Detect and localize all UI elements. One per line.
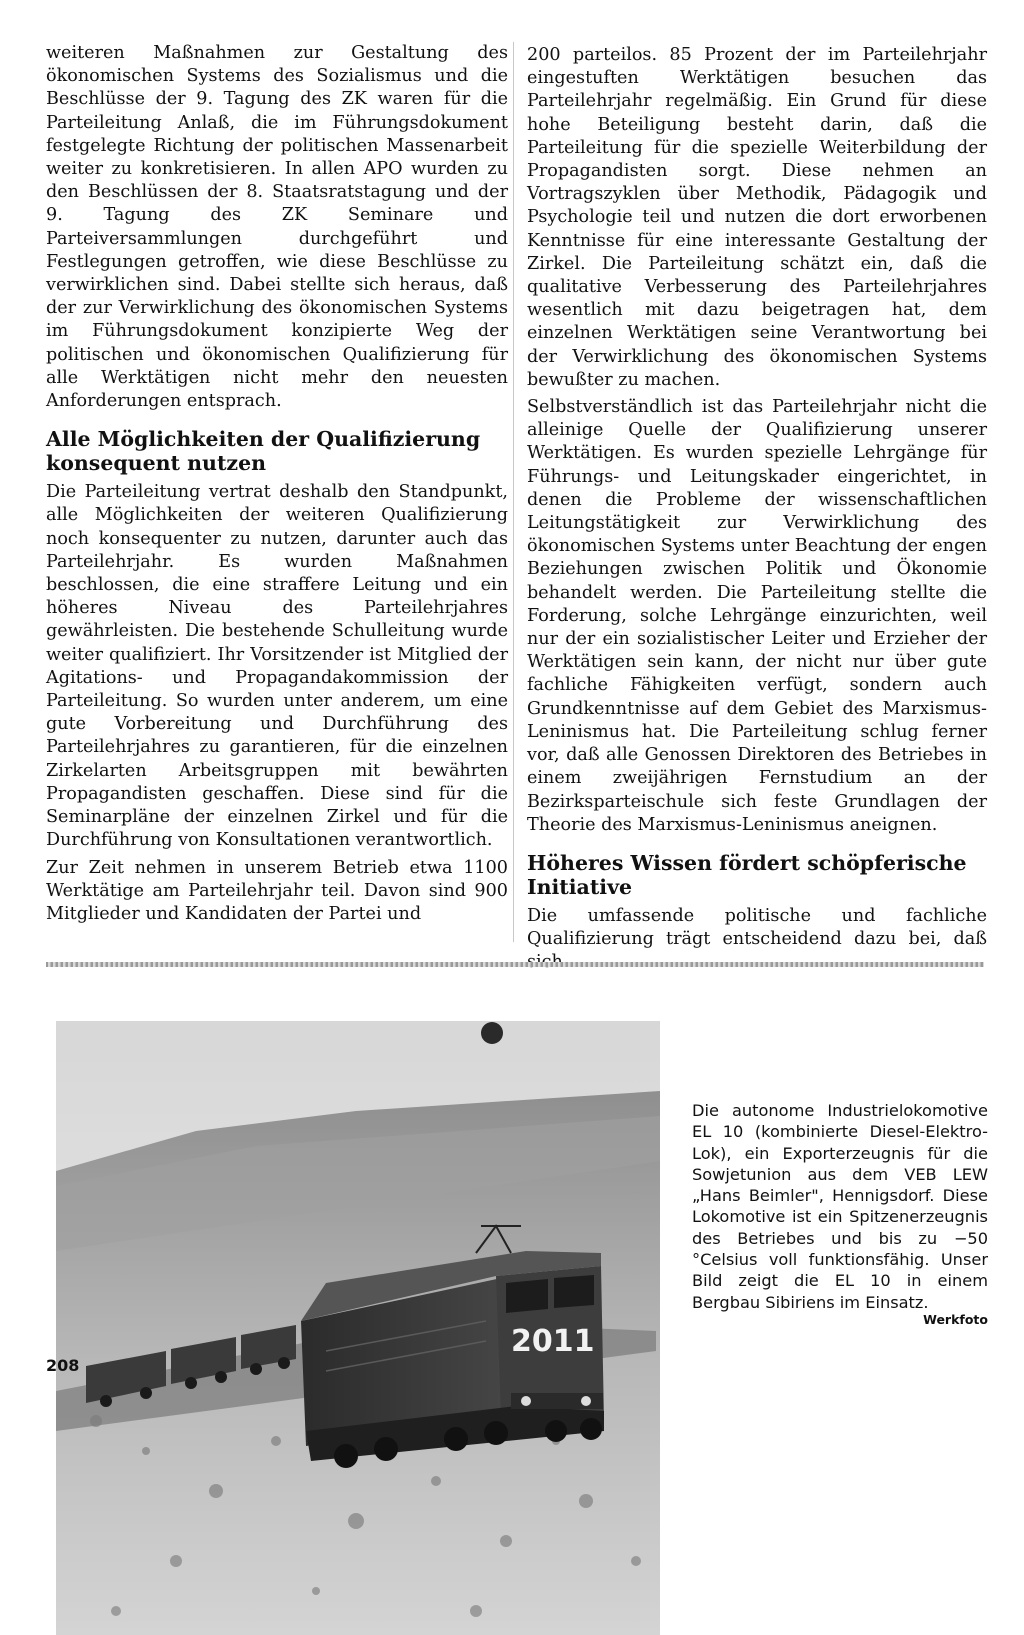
left-column [46, 42, 508, 926]
photo-credit: Werkfoto [923, 1312, 988, 1327]
separator-rule [46, 962, 984, 967]
locomotive-number-label: 2011 [511, 1324, 595, 1359]
right-column [527, 44, 987, 975]
right-paragraph-2: Selbstverständlich ist das Parteilehrjahr nicht die alleinige Quelle der Qualifizierung unserer Werktätigen. Es wurden spezielle Lehrgänge für Führungs- und Leitungskader eingerichtet, in denen die Probleme der wissenschaftlichen Leitungstätigkeit zur Verwirklichung des ökonomischen Systems unter Beachtung der engen Beziehungen zwischen Politik und Ökonomie behandelt werden. Die Parteileitung stellte die Forderung, solche Lehrgänge einzurichten, weil nur der ein sozialistischer Leiter und Erzieher der Werktätigen sein kann, der nicht nur über gute fachliche Fähigkeiten verfügt, sondern auch Grundkenntnisse auf dem Gebiet des Marxismus-Leninismus hat. Die Parteileitung schlug ferner vor, daß alle Genossen Direktoren des Betriebes in einem zweijährigen Fernstudium an der Bezirksparteischule sich feste Grundlagen der Theorie des Marxismus-Leninismus aneignen. [527, 397, 987, 835]
left-paragraph-2: Die Parteileitung vertrat deshalb den Standpunkt, alle Möglichkeiten der weiteren Qualifizierung noch konsequenter zu nutzen, darunter auch das Parteilehrjahr. Es wurden Maßnahmen beschlossen, die eine straffere Leitung und ein höheres Niveau des Parteilehrjahres gewährleisten. Die bestehende Schulleitung wurde weiter qualifiziert. Ihr Vorsitzender ist Mitglied der Agitations- und Propagandakommission der Parteileitung. So wurden unter anderem, um eine gute Vorbereitung und Durchführung des Parteilehrjahres zu garantieren, für die einzelnen Zirkelarten Arbeitsgruppen mit bewährten Propagandisten geschaffen. Diese sind für die Seminarpläne der einzelnen Zirkel und für die Durchführung von Konsultationen verantwortlich. [46, 482, 508, 851]
section-heading-qualifizierung: Alle Möglichkeiten der Qualifizierung konsequent nutzen [46, 427, 481, 476]
right-paragraph-3: Die umfassende politische und fachliche Qualifizierung trägt entscheidend dazu bei, daß [527, 905, 987, 950]
right-paragraph-1: 200 parteilos. 85 Prozent der im Parteilehrjahr eingestuften Werktätigen besuchen das Parteilehrjahr regelmäßig. Ein Grund für diese hohe Beteiligung besteht darin, daß die Parteileitung für die spezielle Weiterbildung der Propagandisten sorgt. Diese nehmen an Vortragszyklen über Methodik, Pädagogik und Psychologie teil und nutzen die dort erworbenen Kenntnisse für eine interessante Gestaltung der Zirkel. Die Parteileitung schätzt ein, daß die qualitative Verbesserung des Parteilehrjahres wesentlich mit dazu beigetragen hat, dem einzelnen Werktätigen seine Verantwortung bei der Verwirklichung des ökonomischen Systems bewußter zu machen. [527, 45, 987, 390]
page-number: 208 [46, 1356, 80, 1375]
column-divider [513, 42, 514, 942]
locomotive-photo [56, 1021, 660, 1635]
section-heading-wissen: Höheres Wissen fördert schöpferische Initiative [527, 850, 967, 899]
left-paragraph-3: Zur Zeit nehmen in unserem Betrieb etwa 1100 Werktätige am Parteilehrjahr teil. Davon sind 900 Mitglieder und Kandidaten der Partei und [46, 857, 508, 924]
photo-caption: Die autonome Industrielokomotive EL 10 (kombinierte Diesel-Elektro-Lok), ein Exporterzeugnis für die Sowjetunion aus dem VEB LEW „Hans Beimler", Hennigsdorf. Diese Lokomotive ist ein Spitzenerzeugnis des Betriebes und bis zu −50 °Celsius voll funktionsfähig. Unser Bild zeigt die EL 10 in einem Bergbau Sibiriens im Einsatz. [692, 1101, 988, 1312]
left-paragraph-1: weiteren Maßnahmen zur Gestaltung des ökonomischen Systems des Sozialismus und die Beschlüsse der 9. Tagung des ZK waren für die Parteileitung Anlaß, die im Führungsdokument festgelegte Richtung der politischen Massenarbeit weiter zu konkretisieren. In allen APO wurden zu den Beschlüssen der 8. Staatsratstagung und der 9. Tagung des ZK Seminare und Parteiversammlungen durchgeführt und Festlegungen getroffen, wie diese Beschlüsse zu verwirklichen sind. Dabei stellte sich heraus, daß der zur Verwirklichung des ökonomischen Systems im Führungsdokument konzipierte Weg der politischen und ökonomischen Qualifizierung für alle Werktätigen nicht mehr den neuesten Anforderungen entsprach. [46, 43, 508, 412]
locomotive-photo-illustration [56, 1021, 660, 1635]
